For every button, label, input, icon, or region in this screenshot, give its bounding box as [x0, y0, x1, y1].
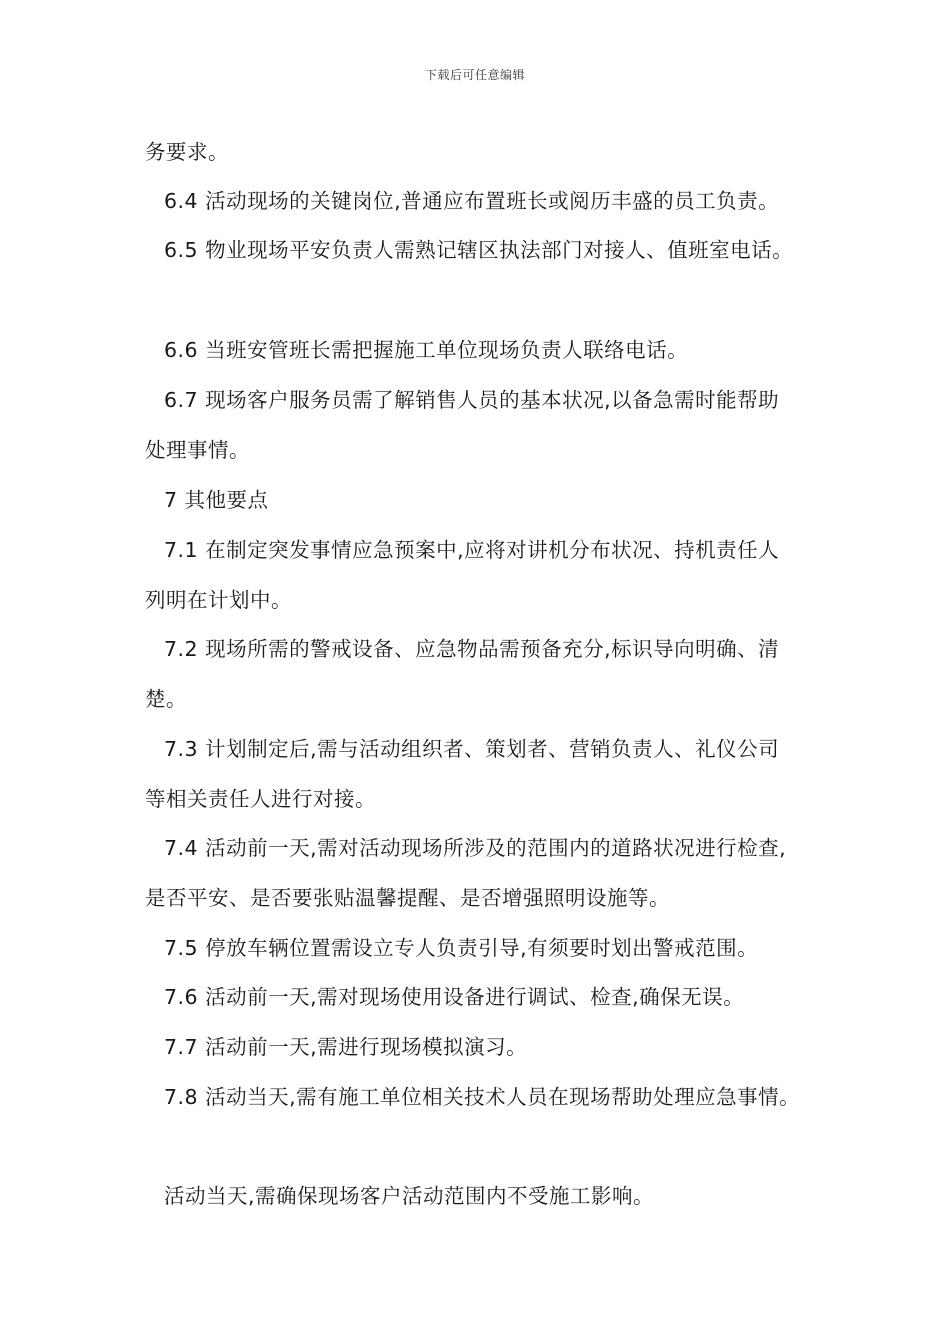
text-line: 6.6 当班安管班长需把握施工单位现场负责人联络电话。: [164, 338, 689, 362]
text-line: 等相关责任人进行对接。: [145, 787, 376, 811]
text-line: 活动当天,需确保现场客户活动范围内不受施工影响。: [164, 1184, 655, 1208]
page-header: 下载后可任意编辑: [424, 68, 525, 82]
text-line: 7.2 现场所需的警戒设备、应急物品需预备充分,标识导向明确、清: [164, 637, 780, 661]
text-line: 7.5 停放车辆位置需设立专人负责引导,有须要时划出警戒范围。: [164, 936, 759, 960]
text-line: 是否平安、是否要张贴温馨提醒、是否增强照明设施等。: [145, 886, 670, 910]
text-line: 6.4 活动现场的关键岗位,普通应布置班长或阅历丰盛的员工负责。: [164, 189, 780, 213]
text-line: 务要求。: [145, 140, 229, 164]
text-line: 7.1 在制定突发事情应急预案中,应将对讲机分布状况、持机责任人: [164, 538, 780, 562]
text-line: 7.7 活动前一天,需进行现场模拟演习。: [164, 1035, 528, 1059]
text-line: 7.4 活动前一天,需对活动现场所涉及的范围内的道路状况进行检查,: [164, 836, 787, 860]
text-line: 7.6 活动前一天,需对现场使用设备进行调试、检查,确保无误。: [164, 985, 745, 1009]
text-line: 6.5 物业现场平安负责人需熟记辖区执法部门对接人、值班室电话。: [164, 238, 794, 262]
text-line: 7.8 活动当天,需有施工单位相关技术人员在现场帮助处理应急事情。: [164, 1085, 801, 1109]
text-line: 列明在计划中。: [145, 588, 292, 612]
text-line: 6.7 现场客户服务员需了解销售人员的基本状况,以备急需时能帮助: [164, 388, 780, 412]
section-heading: 7 其他要点: [164, 488, 269, 512]
text-line: 楚。: [145, 687, 187, 711]
text-line: 7.3 计划制定后,需与活动组织者、策划者、营销负责人、礼仪公司: [164, 737, 780, 761]
text-line: 处理事情。: [145, 438, 250, 462]
